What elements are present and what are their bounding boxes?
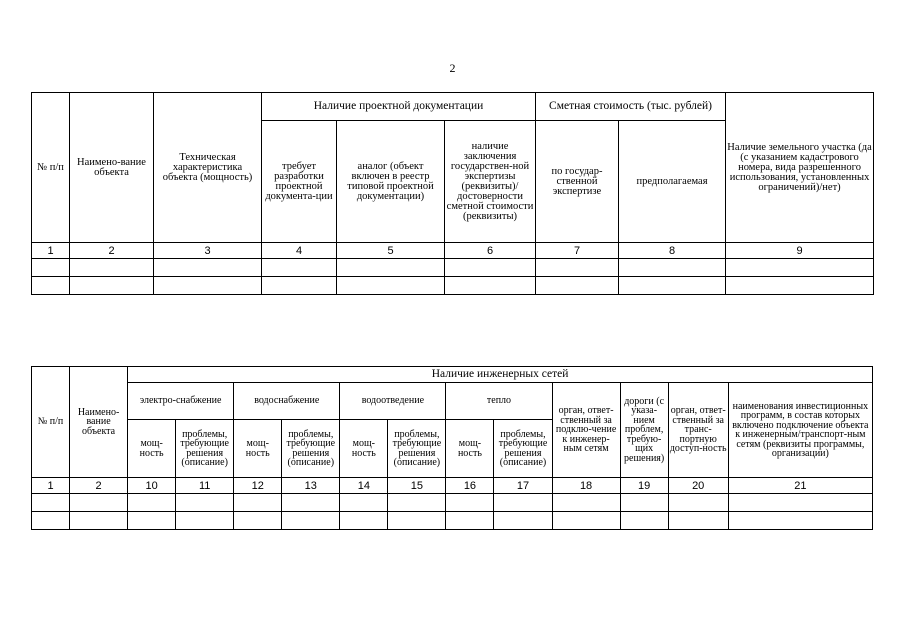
- table-row: [32, 259, 874, 277]
- col-number: 15: [388, 478, 446, 494]
- col-number: 19: [620, 478, 668, 494]
- header-object-name: Наимено-вание объекта: [70, 93, 154, 243]
- table-row: [32, 512, 873, 530]
- header-tech-characteristics: Техническая характеристика объекта (мощность): [154, 93, 262, 243]
- col-number: 3: [154, 243, 262, 259]
- table-engineering-networks: [31, 366, 873, 530]
- header-project-docs: Наличие проектной документации: [262, 93, 536, 121]
- col-number: 9: [726, 243, 874, 259]
- header-power: мощ-ность: [234, 420, 282, 478]
- table-row: [32, 494, 873, 512]
- header-problems: проблемы, требующие решения (описание): [282, 420, 340, 478]
- header-no: № п/п: [32, 93, 70, 243]
- header-object-name: Наимено-вание объекта: [70, 367, 128, 478]
- col-number: 21: [728, 478, 872, 494]
- col-number: 13: [282, 478, 340, 494]
- col-number: 18: [552, 478, 620, 494]
- col-number: 11: [176, 478, 234, 494]
- header-power: мощ-ность: [446, 420, 494, 478]
- header-analog: аналог (объект включен в реестр типовой проектной документации): [337, 121, 445, 243]
- header-problems: проблемы, требующие решения (описание): [176, 420, 234, 478]
- col-number: 2: [70, 478, 128, 494]
- col-number: 6: [445, 243, 536, 259]
- header-heat: тепло: [446, 383, 552, 420]
- col-number: 16: [446, 478, 494, 494]
- col-number: 1: [32, 243, 70, 259]
- header-roads: дороги (с указа-нием проблем, требую-щих решения): [620, 383, 668, 478]
- col-number: 8: [619, 243, 726, 259]
- header-estimate-cost: Сметная стоимость (тыс. рублей): [536, 93, 726, 121]
- col-number: 1: [32, 478, 70, 494]
- header-no: № п/п: [32, 367, 70, 478]
- col-number: 17: [494, 478, 552, 494]
- header-organ-transport: орган, ответ-ственный за транс-портную доступ-ность: [668, 383, 728, 478]
- header-electricity: электро-снабжение: [128, 383, 234, 420]
- header-power: мощ-ность: [340, 420, 388, 478]
- col-number: 20: [668, 478, 728, 494]
- col-number: 7: [536, 243, 619, 259]
- col-number: 4: [262, 243, 337, 259]
- header-engineering-networks: Наличие инженерных сетей: [128, 367, 873, 383]
- col-number: 10: [128, 478, 176, 494]
- table-row: [32, 277, 874, 295]
- header-drainage: водоотведение: [340, 383, 446, 420]
- col-number: 2: [70, 243, 154, 259]
- header-land-plot: Наличие земельного участка (да (с указанием кадастрового номера, вида разрешенного использования, установленных ограничений)/нет): [726, 93, 874, 243]
- header-organ-connection: орган, ответ-ственный за подклю-чение к инженер-ным сетям: [552, 383, 620, 478]
- header-requires-docs: требует разработки проектной документа-ции: [262, 121, 337, 243]
- header-expertise-conclusion: наличие заключения государствен-ной экспертизы (реквизиты)/ достоверности сметной стоимости (реквизиты): [445, 121, 536, 243]
- header-expected-cost: предполагаемая: [619, 121, 726, 243]
- header-state-expertise: по государ-ственной экспертизе: [536, 121, 619, 243]
- header-problems: проблемы, требующие решения (описание): [494, 420, 552, 478]
- header-power: мощ-ность: [128, 420, 176, 478]
- header-water-supply: водоснабжение: [234, 383, 340, 420]
- header-investment-programs: наименования инвестиционных программ, в состав которых включено подключение объекта к инженерным/транспорт-ным сетям (реквизиты программы, организации): [728, 383, 872, 478]
- col-number: 5: [337, 243, 445, 259]
- header-problems: проблемы, требующие решения (описание): [388, 420, 446, 478]
- table-project-documentation: [31, 92, 874, 295]
- page-number: 2: [449, 61, 456, 75]
- col-number: 14: [340, 478, 388, 494]
- col-number: 12: [234, 478, 282, 494]
